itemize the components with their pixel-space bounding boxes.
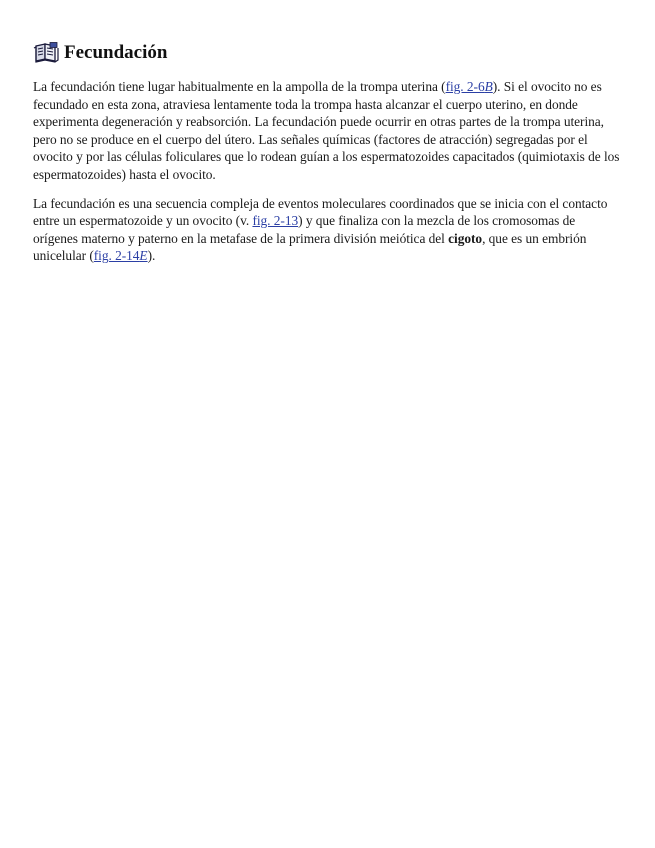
- paragraph-2: [33, 195, 623, 265]
- paragraph-1-text-b: ). Si el ovocito no es fecundado en esta zona, atraviesa lentamente toda la trompa hasta alcanzar el cuerpo uterino, en donde experimenta degeneración y reabsorción. La fecundación puede ocurrir en otras partes de la trompa uterina, pero no se produce en el cuerpo del útero. Las señales químicas (factores de atracción) segregadas por el ovocito y por las células foliculares que lo rodean guían a los espermatozoides capacitados (quimiotaxis de los espermatozoides) hasta el ovocito.: [33, 79, 620, 182]
- fig-2-14e-link-text: fig. 2-14: [93, 248, 140, 264]
- paragraph-1-text-a: La fecundación tiene lugar habitualmente en la ampolla de la trompa uterina (: [33, 79, 446, 94]
- cigoto-term: cigoto: [448, 230, 483, 246]
- section-title: Fecundación: [64, 42, 168, 63]
- fig-2-14e-link-letter: E: [139, 248, 148, 264]
- fig-2-13-link-text: fig. 2-13: [252, 213, 299, 229]
- paragraph-2-text-b: ) y que finaliza con la mezcla de los cromosomas de orígenes materno y paterno en la metafase de la primera división meiótica del: [33, 213, 576, 246]
- paragraph-2-text-a: La fecundación es una secuencia compleja de eventos moleculares coordinados que se inicia con el contacto entre un espermatozoide y un ovocito (v.: [33, 195, 608, 229]
- fig-2-13-link[interactable]: [252, 213, 298, 228]
- fig-2-14e-link[interactable]: [94, 248, 148, 263]
- section-heading: [33, 42, 623, 64]
- fig-2-6b-link-letter: B: [484, 79, 493, 94]
- fig-2-6b-link-text: fig. 2-6: [445, 79, 485, 94]
- paragraph-2-text-d: ).: [147, 248, 156, 264]
- book-icon: [33, 42, 61, 64]
- paragraph-2-text-c: , que es un embrión unicelular (: [33, 230, 587, 264]
- paragraph-1: [33, 78, 623, 184]
- document-page: [33, 42, 623, 276]
- fig-2-6b-link[interactable]: [446, 79, 493, 94]
